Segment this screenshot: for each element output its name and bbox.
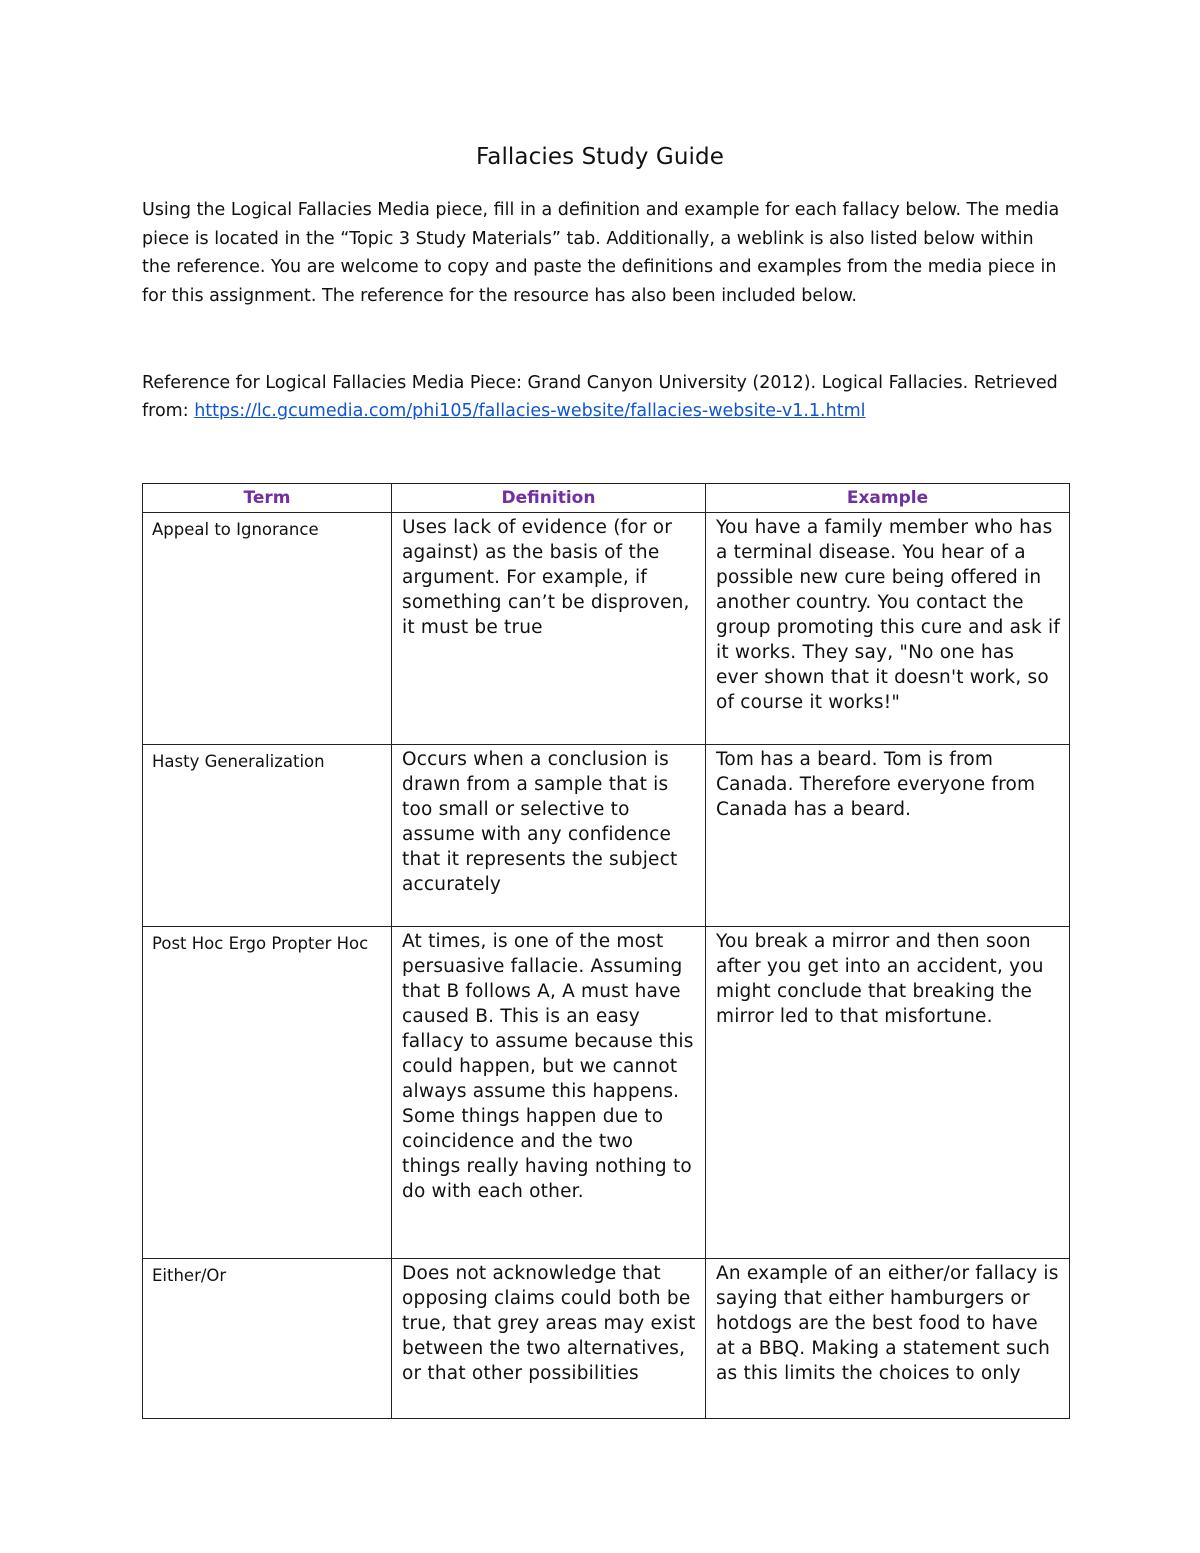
definition-cell: At times, is one of the most persuasive fallacie. Assuming that B follows A, A must have caused B. This is an easy fallacy to assume because this could happen, but we cannot always assume this happens. Some things happen due to coincidence and the two things really having nothing to do with each other. [392,927,706,1259]
table-row [143,1259,1070,1419]
header-example: Example [706,484,1070,513]
definition-cell: Uses lack of evidence (for or against) as the basis of the argument. For example, if something can’t be disproven, it must be true [392,513,706,745]
table-row [143,745,1070,927]
example-cell: An example of an either/or fallacy is saying that either hamburgers or hotdogs are the best food to have at a BBQ. Making a statement such as this limits the choices to only [716,1263,1059,1384]
header-term: Term [143,484,392,513]
example-cell: You have a family member who has a terminal disease. You hear of a possible new cure being offered in another country. You contact the group promoting this cure and ask if it works. They say, "No one has ever shown that it doesn't work, so of course it works!" [706,513,1070,745]
reference-link[interactable]: https://lc.gcumedia.com/phi105/fallacies-website/fallacies-website-v1.1.html [194,401,866,421]
term-cell: Hasty Generalization [143,745,392,927]
example-cell: You break a mirror and then soon after you get into an accident, you might conclude that breaking the mirror led to that misfortune. [706,927,1070,1259]
definition-cell: Occurs when a conclusion is drawn from a sample that is too small or selective to assume with any confidence that it represents the subject accurately [392,745,706,927]
definition-cell-wrapper [392,1259,706,1419]
intro-paragraph: Using the Logical Fallacies Media piece, fill in a definition and example for each fallacy below. The media piece is located in the “Topic 3 Study Materials” tab. Additionally, a weblink is also listed below within the reference. You are welcome to copy and paste the definitions and examples from the media piece in for this assignment. The reference for the resource has also been included below. [142,200,1060,306]
table-row [143,927,1070,1259]
table-header-row [143,484,1070,513]
table-row [143,513,1070,745]
definition-cell: Does not acknowledge that opposing claims could both be true, that grey areas may exist between the two alternatives, or that other possibilities [402,1263,696,1384]
term-cell: Appeal to Ignorance [143,513,392,745]
example-cell: Tom has a beard. Tom is from Canada. Therefore everyone from Canada has a beard. [706,745,1070,927]
reference-paragraph [142,369,1067,425]
example-cell-wrapper [706,1259,1070,1419]
header-definition: Definition [392,484,706,513]
term-cell: Either/Or [143,1259,392,1419]
fallacies-table [142,483,1070,1419]
reference-text: Reference for Logical Fallacies Media Piece: Grand Canyon University (2012). Logical Fallacies. Retrieved from: [142,373,1058,421]
term-cell: Post Hoc Ergo Propter Hoc [143,927,392,1259]
page-title: Fallacies Study Guide [476,144,724,170]
